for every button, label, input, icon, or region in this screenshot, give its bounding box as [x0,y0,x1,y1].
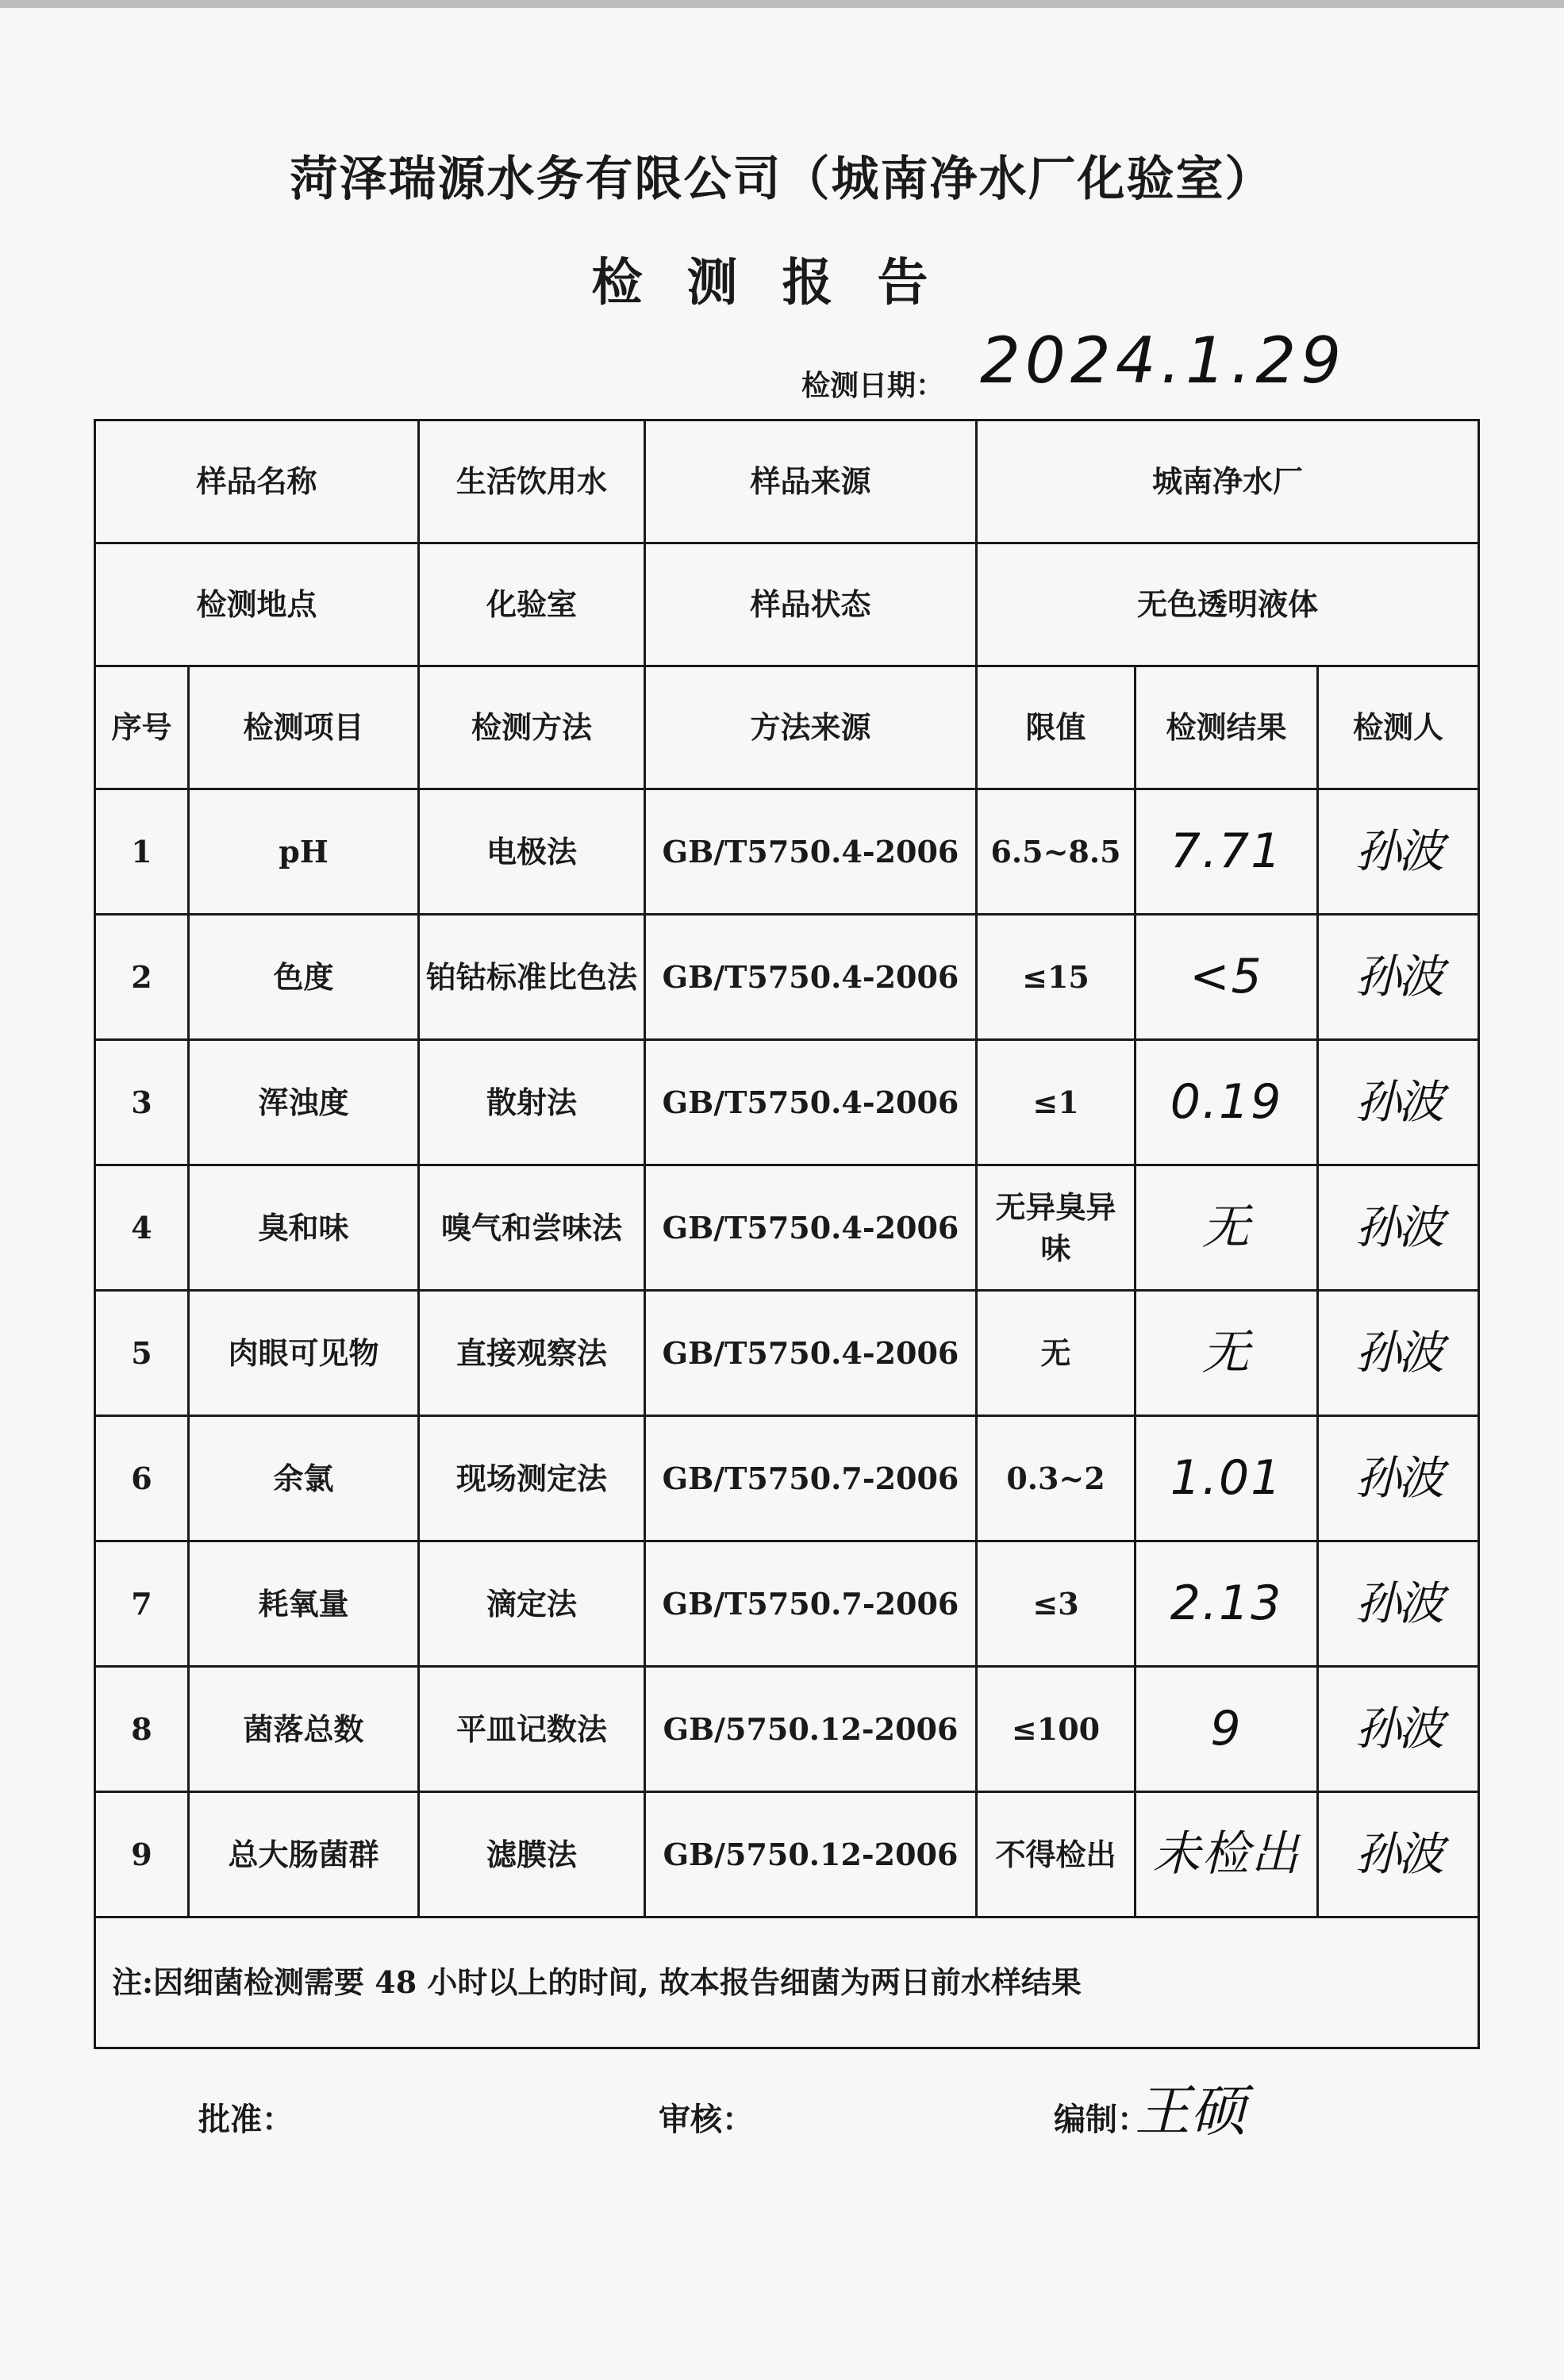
sample-name-value: 生活饮用水 [419,420,645,543]
row-source: GB/T5750.7-2006 [645,1541,977,1667]
location-value: 化验室 [419,543,645,666]
row-no: 5 [95,1291,189,1416]
approve-label: 批准： [198,2101,294,2138]
column-header-row [95,666,1479,789]
row-source: GB/5750.12-2006 [645,1667,977,1792]
editor-label: 编制： [1054,2101,1149,2138]
row-limit: ≤15 [977,915,1136,1040]
row-tester-signature: 孙波 [1318,1416,1479,1541]
row-method: 滴定法 [419,1541,645,1667]
row-result: 1.01 [1136,1416,1318,1541]
row-method: 散射法 [419,1040,645,1165]
row-no: 3 [95,1040,189,1165]
row-item: 浑浊度 [189,1040,419,1165]
row-item: pH [189,789,419,915]
row-result: 9 [1136,1667,1318,1792]
row-no: 9 [95,1792,189,1917]
row-no: 6 [95,1416,189,1541]
report-subtitle: 检测报告 [591,253,973,313]
report-title: 菏泽瑞源水务有限公司（城南净水厂化验室） [290,152,1274,207]
state-label: 样品状态 [645,543,977,666]
col-header-no: 序号 [95,666,189,789]
col-header-tester: 检测人 [1318,666,1479,789]
row-limit: 无异臭异味 [977,1165,1136,1291]
row-limit: 无 [977,1291,1136,1416]
location-label: 检测地点 [95,543,419,666]
report-table [94,419,1480,2049]
table-row [95,1165,1479,1291]
table-row [95,915,1479,1040]
row-result: 无 [1136,1291,1318,1416]
row-tester-signature: 孙波 [1318,1165,1479,1291]
row-limit: ≤3 [977,1541,1136,1667]
row-source: GB/T5750.4-2006 [645,1040,977,1165]
row-tester-signature: 孙波 [1318,1667,1479,1792]
review-label: 审核： [659,2101,754,2138]
table-row [95,1792,1479,1917]
row-method: 电极法 [419,789,645,915]
row-source: GB/5750.12-2006 [645,1792,977,1917]
report-note: 注:因细菌检测需要 48 小时以上的时间, 故本报告细菌为两日前水样结果 [95,1917,1479,2048]
row-item: 耗氧量 [189,1541,419,1667]
table-row [95,1040,1479,1165]
row-no: 7 [95,1541,189,1667]
row-source: GB/T5750.4-2006 [645,915,977,1040]
row-source: GB/T5750.4-2006 [645,1291,977,1416]
row-item: 总大肠菌群 [189,1792,419,1917]
row-result: 未检出 [1136,1792,1318,1917]
row-result: 无 [1136,1165,1318,1291]
row-item: 色度 [189,915,419,1040]
row-no: 1 [95,789,189,915]
row-method: 嗅气和尝味法 [419,1165,645,1291]
row-result: 7.71 [1136,789,1318,915]
col-header-method: 检测方法 [419,666,645,789]
row-method: 铂钴标准比色法 [419,915,645,1040]
row-item: 余氯 [189,1416,419,1541]
table-row [95,789,1479,915]
row-source: GB/T5750.4-2006 [645,1165,977,1291]
col-header-result: 检测结果 [1136,666,1318,789]
row-tester-signature: 孙波 [1318,915,1479,1040]
paper-edge [0,0,1564,8]
sample-name-label: 样品名称 [95,420,419,543]
row-limit: 0.3~2 [977,1416,1136,1541]
table-row [95,1541,1479,1667]
row-limit: ≤1 [977,1040,1136,1165]
row-item: 肉眼可见物 [189,1291,419,1416]
row-result: 2.13 [1136,1541,1318,1667]
row-tester-signature: 孙波 [1318,1040,1479,1165]
row-result: 0.19 [1136,1040,1318,1165]
row-tester-signature: 孙波 [1318,1291,1479,1416]
col-header-limit: 限值 [977,666,1136,789]
editor-signature: 王硕 [1135,2079,1246,2144]
location-row [95,543,1479,666]
col-header-item: 检测项目 [189,666,419,789]
row-limit: ≤100 [977,1667,1136,1792]
table-row [95,1667,1479,1792]
sample-source-label: 样品来源 [645,420,977,543]
row-item: 菌落总数 [189,1667,419,1792]
note-row [95,1917,1479,2048]
row-result: <5 [1136,915,1318,1040]
row-item: 臭和味 [189,1165,419,1291]
row-limit: 不得检出 [977,1792,1136,1917]
row-no: 8 [95,1667,189,1792]
row-source: GB/T5750.4-2006 [645,789,977,915]
state-value: 无色透明液体 [977,543,1479,666]
row-no: 4 [95,1165,189,1291]
row-limit: 6.5~8.5 [977,789,1136,915]
sample-source-value: 城南净水厂 [977,420,1479,543]
row-method: 平皿记数法 [419,1667,645,1792]
table-row [95,1416,1479,1541]
row-tester-signature: 孙波 [1318,1541,1479,1667]
row-tester-signature: 孙波 [1318,789,1479,915]
row-source: GB/T5750.7-2006 [645,1416,977,1541]
sample-name-row [95,420,1479,543]
date-label: 检测日期： [801,369,945,402]
row-no: 2 [95,915,189,1040]
row-tester-signature: 孙波 [1318,1792,1479,1917]
row-method: 直接观察法 [419,1291,645,1416]
row-method: 现场测定法 [419,1416,645,1541]
col-header-source: 方法来源 [645,666,977,789]
date-handwritten: 2024.1.29 [980,324,1347,397]
table-row [95,1291,1479,1416]
row-method: 滤膜法 [419,1792,645,1917]
